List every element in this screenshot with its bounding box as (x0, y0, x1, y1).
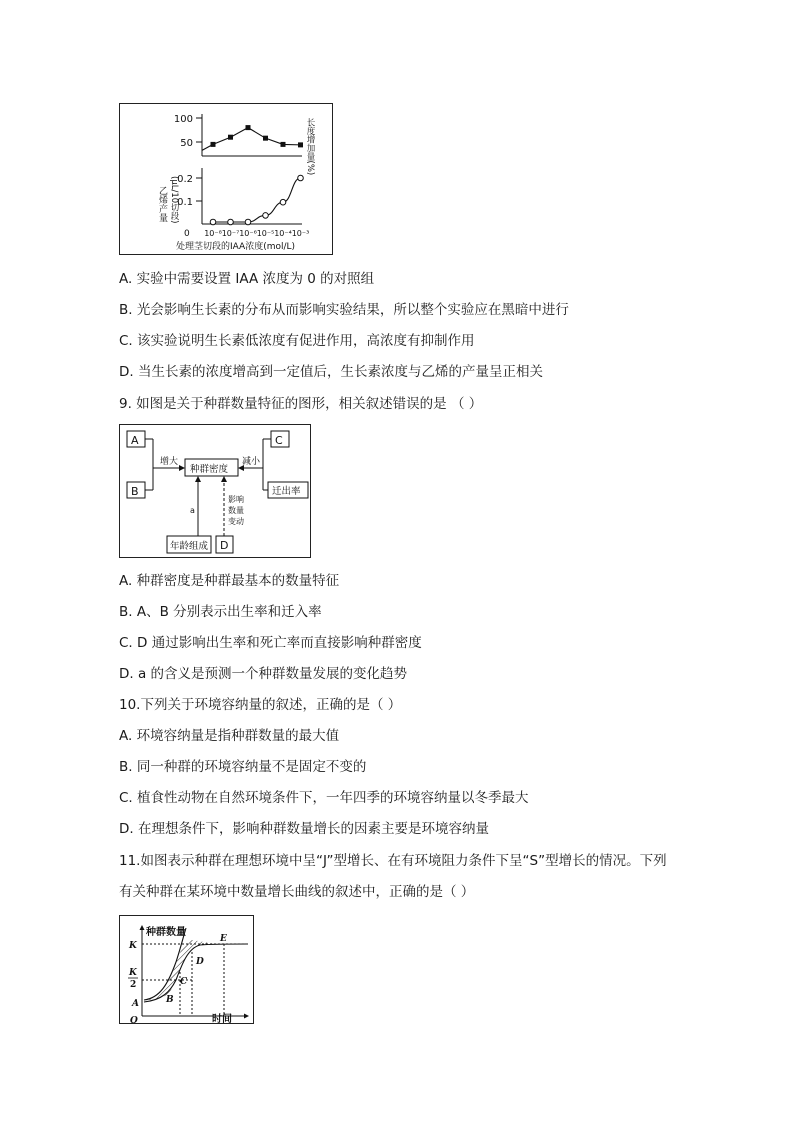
k-label: K (129, 941, 137, 951)
lower-point-5 (280, 199, 286, 205)
lower-y-label-1: 乙烯产量 (157, 186, 167, 222)
q8-option-a: A. 实验中需要设置 IAA 浓度为 0 的对照组 (119, 271, 375, 287)
q9-option-d: D. a 的含义是预测一个种群数量发展的变化趋势 (119, 666, 408, 682)
emigration-label: 迁出率 (272, 486, 301, 497)
q9-option-b: B. A、B 分别表示出生率和迁入率 (119, 604, 322, 620)
point-a-label: A (132, 999, 139, 1009)
lower-point-6 (298, 175, 304, 181)
q10-stem: 10.下列关于环境容纳量的叙述，正确的是（ ） (119, 697, 402, 713)
x-tick-label-4: 10⁻⁵ (256, 229, 275, 238)
upper-point-6 (298, 142, 303, 147)
origin-label: O (130, 1016, 138, 1023)
lower-tick-label-0.2: 0.2 (177, 174, 193, 185)
upper-tick-label-100: 100 (173, 114, 193, 125)
age-structure-label: 年龄组成 (170, 541, 209, 552)
s-curve (144, 944, 248, 1002)
lower-point-4 (263, 213, 269, 219)
q11-stem-line-2: 有关种群在某环境中数量增长曲线的叙述中，正确的是（ ） (119, 884, 475, 900)
lower-y-label-2: (μL/10切段) (169, 176, 179, 224)
upper-y-label: 长度增加量(%) (305, 118, 315, 176)
upper-tick-label-50: 50 (180, 138, 193, 149)
point-e-label: E (220, 934, 227, 944)
box-d-label: D (220, 539, 229, 552)
a-label: a (190, 506, 195, 515)
upper-point-3 (246, 125, 251, 130)
lower-series-line (213, 178, 301, 222)
growth-y-label: 种群数量 (146, 927, 186, 938)
population-diagram-figure (119, 424, 311, 558)
x-tick-label-3: 10⁻⁶ (239, 229, 257, 238)
x-tick-label-5: 10⁻⁴ (274, 229, 292, 238)
growth-x-label: 时间 (212, 1014, 232, 1023)
point-c-label: C (180, 977, 188, 987)
lower-point-2 (228, 219, 234, 225)
population-density-label: 种群密度 (190, 464, 229, 475)
point-b-label: B (166, 995, 174, 1005)
iaa-chart-figure (119, 103, 333, 255)
q10-option-b: B. 同一种群的环境容纳量不是固定不变的 (119, 759, 367, 775)
growth-curve-svg (120, 916, 253, 1023)
q9-stem: 9. 如图是关于种群数量特征的图形，相关叙述错误的是 （ ） (119, 396, 483, 412)
influence-line-1: 影响 (228, 495, 244, 504)
x-tick-label-2: 10⁻⁷ (221, 229, 240, 238)
q10-option-c: C. 植食性动物在自然环境条件下，一年四季的环境容纳量以冬季最大 (119, 790, 529, 806)
q9-option-c: C. D 通过影响出生率和死亡率而直接影响种群密度 (119, 635, 422, 651)
q8-option-b: B. 光会影响生长素的分布从而影响实验结果，所以整个实验应在黑暗中进行 (119, 302, 569, 318)
influence-line-2: 数量 (228, 506, 244, 515)
lower-point-3 (245, 219, 251, 225)
box-a-label: A (131, 434, 139, 447)
x-axis-label: 处理茎切段的IAA浓度(mol/L) (176, 242, 296, 252)
k-half-denominator: 2 (130, 980, 137, 990)
upper-point-2 (228, 135, 233, 140)
influence-line-3: 变动 (228, 517, 244, 526)
box-c-label: C (275, 434, 283, 447)
growth-curve-figure (119, 915, 254, 1024)
environmental-resistance-area (146, 940, 216, 1000)
box-b-label: B (131, 485, 139, 498)
iaa-chart-svg (120, 104, 332, 254)
upper-point-1 (211, 142, 216, 147)
q10-option-d: D. 在理想条件下，影响种群数量增长的因素主要是环境容纳量 (119, 821, 489, 837)
population-diagram-svg (120, 425, 310, 557)
q8-option-d: D. 当生长素的浓度增高到一定值后，生长素浓度与乙烯的产量呈正相关 (119, 364, 543, 380)
point-d-label: D (196, 957, 204, 967)
lower-point-1 (210, 219, 216, 225)
q11-stem-line-1: 11.如图表示种群在理想环境中呈“J”型增长、在有环境阻力条件下呈“S”型增长的情况。下列 (119, 853, 667, 869)
q8-option-c: C. 该实验说明生长素低浓度有促进作用，高浓度有抑制作用 (119, 333, 475, 349)
lower-tick-label-0.1: 0.1 (177, 197, 193, 208)
k-half-numerator: K (129, 968, 137, 978)
decrease-label: 减小 (242, 457, 261, 467)
upper-series-line (202, 128, 301, 151)
x-tick-label-6: 10⁻³ (291, 229, 310, 238)
q9-option-a: A. 种群密度是种群最基本的数量特征 (119, 573, 340, 589)
x-tick-label-1: 10⁻⁸ (204, 229, 222, 238)
q10-option-a: A. 环境容纳量是指种群数量的最大值 (119, 728, 340, 744)
upper-point-5 (281, 142, 286, 147)
increase-label: 增大 (160, 457, 179, 467)
x-origin-label: 0 (184, 229, 190, 239)
upper-point-4 (263, 136, 268, 141)
